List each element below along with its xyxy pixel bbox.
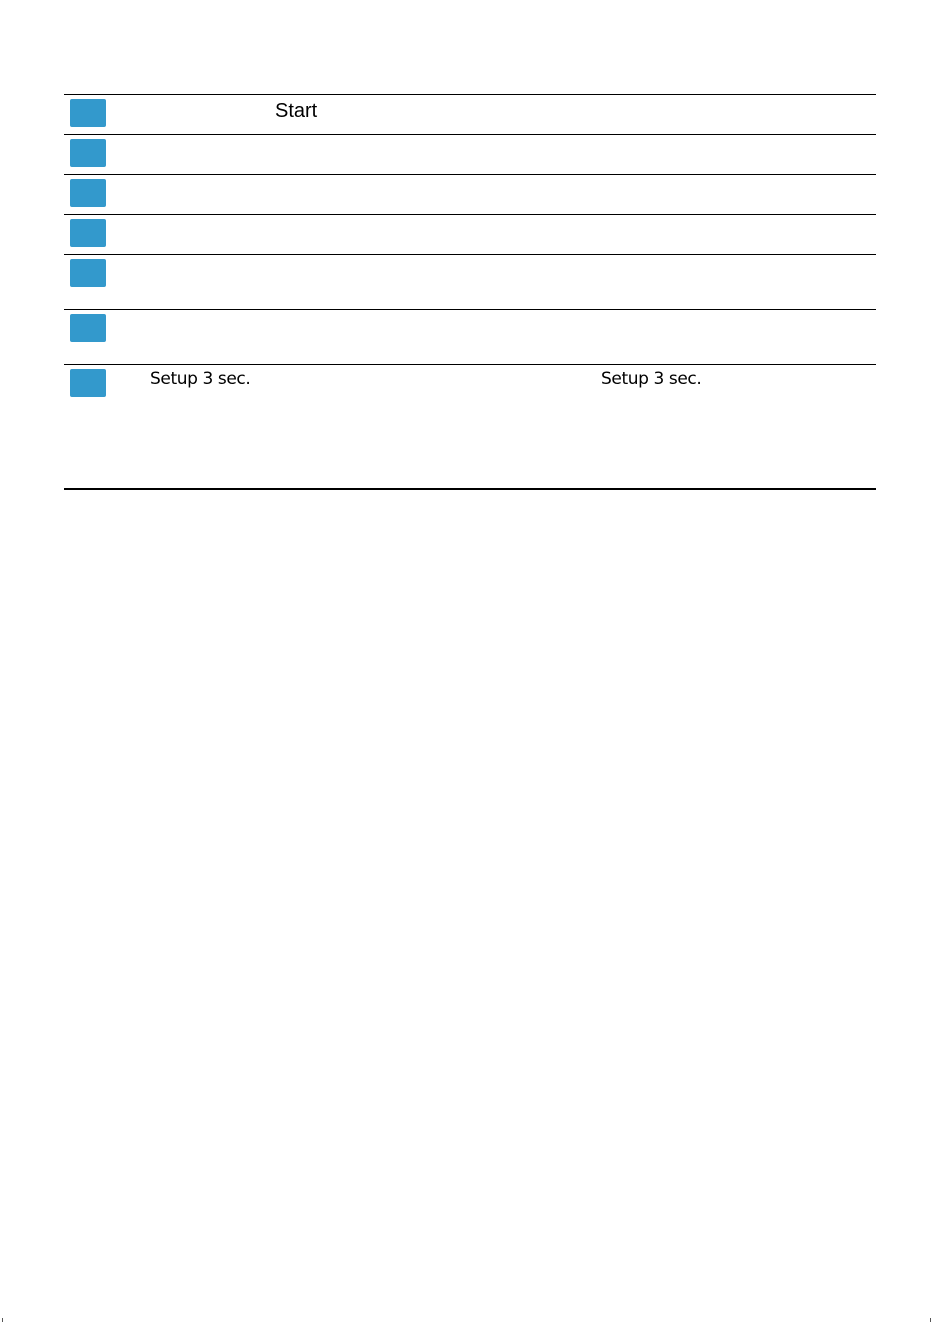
blue-marker: [70, 314, 106, 342]
table-row: [64, 365, 876, 490]
setup-label: Setup 3 sec.: [150, 369, 251, 389]
blue-marker: [70, 259, 106, 287]
setup-label-right: Setup 3 sec.: [601, 369, 702, 389]
table-row: [64, 175, 876, 215]
settings-table: [64, 94, 876, 490]
crop-mark-right: [930, 1318, 931, 1322]
table-row: [64, 215, 876, 255]
blue-marker: [70, 99, 106, 127]
crop-mark-left: [2, 1318, 3, 1322]
table-row: [64, 95, 876, 135]
table-row: [64, 255, 876, 310]
start-label: Start: [275, 100, 318, 122]
table-row: [64, 135, 876, 175]
blue-marker: [70, 139, 106, 167]
blue-marker: [70, 369, 106, 397]
table-row: [64, 310, 876, 365]
blue-marker: [70, 179, 106, 207]
blue-marker: [70, 219, 106, 247]
